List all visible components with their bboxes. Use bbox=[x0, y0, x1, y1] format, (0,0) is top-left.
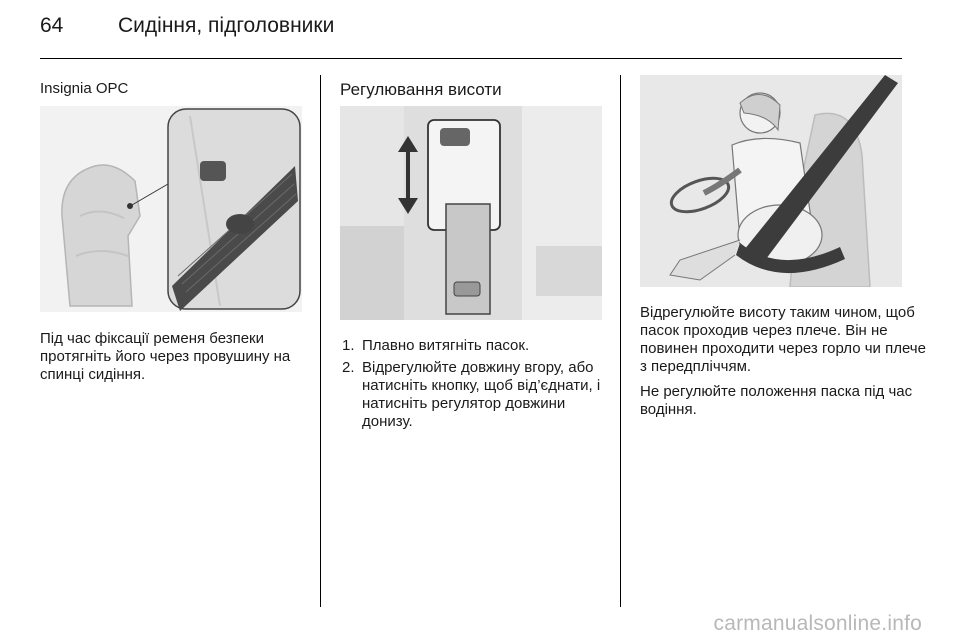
driving-warning-paragraph: Не регулюйте положення паска під час водіння. bbox=[640, 383, 913, 418]
page-number: 64 bbox=[40, 14, 64, 37]
step-2 bbox=[340, 359, 610, 431]
page-header bbox=[40, 14, 334, 38]
height-adjuster-illustration bbox=[340, 106, 602, 320]
section-heading-height-adjustment: Регулювання висоти bbox=[340, 80, 502, 99]
page-title: Сидіння, підголовники bbox=[118, 14, 335, 37]
step-2-text: Відрегулюйте довжину вгору, або натисніть кнопку, щоб від’єднати, і натисніть регулятор довжини донизу. bbox=[362, 359, 601, 430]
pregnant-driver-belt-illustration bbox=[640, 75, 902, 287]
watermark[interactable]: carmanualsonline.info bbox=[713, 612, 922, 635]
belt-position-paragraph: Відрегулюйте висоту таким чином, щоб пасок проходив через плече. Він не повинен проходити через горло чи плече з передпліччям. bbox=[640, 304, 926, 375]
header-rule bbox=[40, 58, 902, 59]
insignia-opc-instruction bbox=[40, 330, 310, 391]
step-1 bbox=[340, 337, 610, 355]
insignia-opc-paragraph: Під час фіксації ременя безпеки протягніть його через провушину на спинці сидіння. bbox=[40, 330, 291, 383]
height-adjustment-steps bbox=[340, 337, 610, 435]
step-1-text: Плавно витягніть пасок. bbox=[362, 337, 530, 354]
column-divider-1 bbox=[320, 75, 321, 607]
step-1-number: 1. bbox=[342, 337, 355, 354]
step-2-number: 2. bbox=[342, 359, 355, 376]
seat-belt-guide-illustration bbox=[40, 106, 302, 312]
right-column-text bbox=[621, 304, 926, 426]
section-heading-insignia-opc: Insignia OPC bbox=[40, 80, 129, 97]
